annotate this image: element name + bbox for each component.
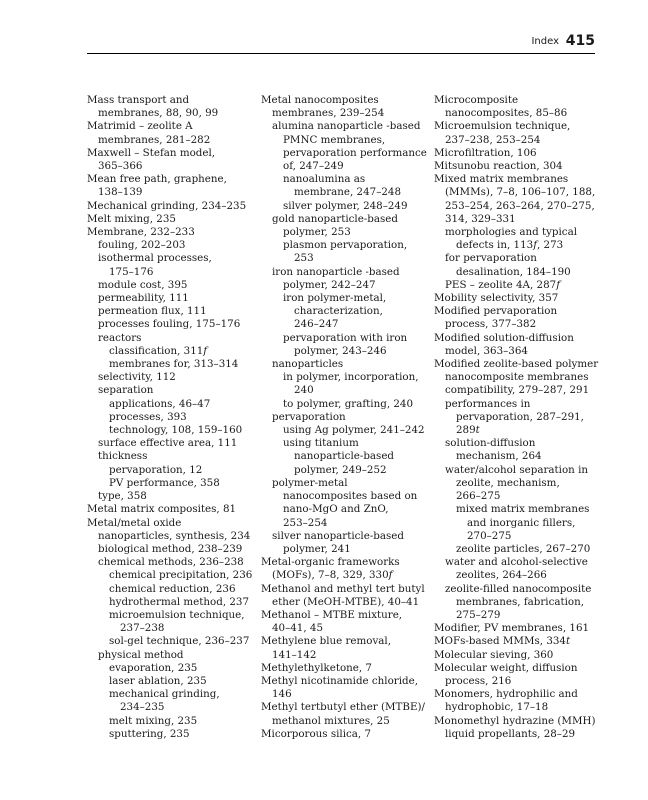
index-subentry: module cost, 395	[98, 278, 188, 291]
index-subentry: nanoalumina as	[283, 173, 366, 186]
index-subentry: nano-MgO and ZnO,	[283, 503, 389, 516]
index-subentry: processes fouling, 175–176	[98, 318, 241, 331]
index-subentry: 237–238, 253–254	[445, 133, 541, 146]
index-subentry: 40–41, 45	[272, 622, 324, 635]
index-subentry: PMNC membranes,	[283, 133, 386, 146]
index-subentry: process, 216	[445, 674, 512, 687]
index-column-3	[434, 94, 606, 741]
index-subentry: hydrothermal method, 237	[109, 595, 250, 608]
index-subentry: type, 358	[98, 490, 147, 503]
index-entry: Maxwell – Stefan model,	[87, 146, 216, 159]
index-subentry: silver nanoparticle-based	[272, 529, 404, 542]
index-subentry: performances in	[445, 397, 531, 410]
index-entry: MOFs-based MMMs, 334t	[434, 635, 571, 648]
index-subentry: selectivity, 112	[98, 371, 176, 384]
index-entry: Micorporous silica, 7	[261, 727, 371, 740]
index-subentry: evaporation, 235	[109, 661, 198, 674]
index-entry: Monomers, hydrophilic and	[434, 688, 578, 701]
index-subentry: melt mixing, 235	[109, 714, 198, 727]
index-entry: Metal matrix composites, 81	[87, 503, 237, 516]
index-entry: Modified solution-diffusion	[434, 331, 574, 344]
index-subentry: of, 247–249	[283, 160, 344, 173]
index-subentry: using titanium	[283, 437, 359, 450]
index-subentry: water and alcohol-selective	[445, 556, 588, 569]
header-label: Index	[531, 36, 559, 47]
index-entry: Microemulsion technique,	[434, 120, 571, 133]
index-subentry: 365–366	[98, 160, 143, 173]
index-subentry: nanoparticle-based	[294, 450, 395, 463]
index-subentry: membranes, 239–254	[272, 107, 385, 120]
index-entry: Mixed matrix membranes	[434, 173, 569, 186]
index-subentry: 289t	[456, 424, 480, 437]
index-entry: Mean free path, graphene,	[87, 173, 227, 186]
running-header	[87, 33, 595, 54]
index-subentry: methanol mixtures, 25	[272, 714, 390, 727]
index-subentry: 141–142	[272, 648, 317, 661]
index-subentry: pervaporation performance	[283, 146, 427, 159]
index-subentry: desalination, 184–190	[456, 265, 571, 278]
index-subentry: in polymer, incorporation,	[283, 371, 419, 384]
index-entry: Microcomposite	[434, 94, 519, 106]
index-entry: Methyl tertbutyl ether (MTBE)/	[261, 701, 425, 714]
index-subentry: nanoparticles	[272, 358, 344, 371]
index-subentry: zeolite, mechanism,	[456, 476, 560, 489]
index-subentry: mechanism, 264	[456, 450, 542, 463]
index-subentry: chemical methods, 236–238	[98, 556, 244, 569]
index-subentry: membrane, 247–248	[294, 186, 402, 199]
index-subentry: membranes, 88, 90, 99	[98, 107, 219, 120]
index-subentry: process, 377–382	[445, 318, 537, 331]
index-subentry: polymer, 243–246	[294, 344, 387, 357]
index-subentry: polymer, 249–252	[294, 463, 387, 476]
index-entry: Metal nanocomposites	[261, 94, 379, 106]
index-entry: Metal-organic frameworks	[261, 556, 400, 569]
index-subentry: physical method	[98, 648, 184, 661]
index-subentry: model, 363–364	[445, 344, 528, 357]
index-subentry: PV performance, 358	[109, 476, 220, 489]
index-subentry: laser ablation, 235	[109, 674, 207, 687]
index-subentry: nanocomposite membranes	[445, 371, 589, 384]
index-subentry: silver polymer, 248–249	[283, 199, 408, 212]
index-subentry: permeation flux, 111	[98, 305, 207, 318]
index-subentry: defects in, 113f, 273	[456, 239, 564, 252]
index-subentry: nanocomposites based on	[283, 490, 418, 503]
index-entry: Metal/metal oxide	[87, 516, 182, 529]
index-entry: Membrane, 232–233	[87, 226, 195, 239]
index-subentry: iron polymer-metal,	[283, 292, 387, 305]
index-subentry: 314, 329–331	[445, 212, 516, 225]
index-entry: Molecular sieving, 360	[434, 648, 554, 661]
index-entry: Mechanical grinding, 234–235	[87, 199, 247, 212]
index-entry: Microfiltration, 106	[434, 146, 537, 159]
index-entry: Methanol and methyl tert butyl	[261, 582, 425, 595]
index-subentry: solution-diffusion	[445, 437, 536, 450]
index-subentry: membranes for, 313–314	[109, 358, 239, 371]
index-subentry: permeability, 111	[98, 292, 189, 305]
index-subentry: fouling, 202–203	[98, 239, 186, 252]
index-subentry: mechanical grinding,	[109, 688, 220, 701]
index-subentry: 275–279	[456, 608, 501, 621]
index-subentry: chemical precipitation, 236	[109, 569, 253, 582]
index-entry: Molecular weight, diffusion	[434, 661, 578, 674]
index-subentry: pervaporation, 12	[109, 463, 203, 476]
index-subentry: hydrophobic, 17–18	[445, 701, 549, 714]
index-subentry: zeolite-filled nanocomposite	[445, 582, 592, 595]
index-subentry: biological method, 238–239	[98, 542, 243, 555]
index-entry: Methylene blue removal,	[261, 635, 391, 648]
index-subentry: separation	[98, 384, 154, 397]
index-subentry: sol-gel technique, 236–237	[109, 635, 250, 648]
index-entry: Methyl nicotinamide chloride,	[261, 674, 418, 687]
index-subentry: water/alcohol separation in	[445, 463, 589, 476]
index-subentry: morphologies and typical	[445, 226, 578, 239]
index-subentry: PES – zeolite 4A, 287f	[445, 278, 561, 291]
index-subentry: sputtering, 235	[109, 727, 190, 740]
index-subentry: liquid propellants, 28–29	[445, 727, 576, 740]
index-subentry: pervaporation with iron	[283, 331, 408, 344]
index-subentry: alumina nanoparticle -based	[272, 120, 421, 133]
index-entry: Modifier, PV membranes, 161	[434, 622, 590, 635]
index-subentry: 253–254	[283, 516, 328, 529]
index-column-1	[87, 94, 259, 741]
index-entry: Monomethyl hydrazine (MMH)	[434, 714, 596, 727]
index-column-2	[261, 94, 433, 741]
index-entry: Mass transport and	[87, 94, 190, 106]
index-subentry: zeolites, 264–266	[456, 569, 547, 582]
index-subentry: nanoparticles, synthesis, 234	[98, 529, 251, 542]
index-subentry: chemical reduction, 236	[109, 582, 236, 595]
index-subentry: 240	[294, 384, 314, 397]
index-subentry: ether (MeOH-MTBE), 40–41	[272, 595, 420, 608]
index-subentry: pervaporation	[272, 410, 346, 423]
index-subentry: membranes, 281–282	[98, 133, 211, 146]
index-subentry: polymer-metal	[272, 476, 348, 489]
index-subentry: to polymer, grafting, 240	[283, 397, 414, 410]
index-subentry: compatibility, 279–287, 291	[445, 384, 590, 397]
index-subentry: 246–247	[294, 318, 339, 331]
index-entry: Methylethylketone, 7	[261, 661, 372, 674]
index-entry: Mobility selectivity, 357	[434, 292, 559, 305]
index-subentry: thickness	[98, 450, 148, 463]
index-subentry: iron nanoparticle -based	[272, 265, 400, 278]
index-entry: Matrimid – zeolite A	[87, 120, 193, 133]
index-subentry: using Ag polymer, 241–242	[283, 424, 425, 437]
index-subentry: for pervaporation	[445, 252, 537, 265]
index-subentry: polymer, 241	[283, 542, 351, 555]
index-subentry: 146	[272, 688, 292, 701]
index-subentry: polymer, 242–247	[283, 278, 376, 291]
index-subentry: and inorganic fillers,	[467, 516, 576, 529]
index-subentry: (MMMs), 7–8, 106–107, 188,	[445, 186, 596, 199]
index-entry: Modified zeolite-based polymer	[434, 358, 599, 371]
index-subentry: polymer, 253	[283, 226, 351, 239]
index-subentry: isothermal processes,	[98, 252, 212, 265]
index-subentry: 138–139	[98, 186, 143, 199]
index-subentry: nanocomposites, 85–86	[445, 107, 568, 120]
index-subentry: surface effective area, 111	[98, 437, 238, 450]
index-subentry: membranes, fabrication,	[456, 595, 585, 608]
index-subentry: gold nanoparticle-based	[272, 212, 398, 225]
index-subentry: microemulsion technique,	[109, 608, 245, 621]
index-subentry: technology, 108, 159–160	[109, 424, 243, 437]
index-subentry: 253–254, 263–264, 270–275,	[445, 199, 595, 212]
index-entry: Melt mixing, 235	[87, 212, 176, 225]
index-subentry: 253	[294, 252, 314, 265]
index-subentry: 175–176	[109, 265, 154, 278]
index-subentry: 270–275	[467, 529, 512, 542]
index-subentry: (MOFs), 7–8, 329, 330f	[272, 569, 393, 582]
index-subentry: 234–235	[120, 701, 165, 714]
index-subentry: zeolite particles, 267–270	[456, 542, 591, 555]
index-subentry: classification, 311f	[109, 344, 208, 357]
index-subentry: applications, 46–47	[109, 397, 211, 410]
index-subentry: characterization,	[294, 305, 383, 318]
index-subentry: reactors	[98, 331, 142, 344]
index-subentry: pervaporation, 287–291,	[456, 410, 584, 423]
page-number: 415	[565, 33, 595, 49]
index-subentry: 237–238	[120, 622, 165, 635]
index-entry: Modified pervaporation	[434, 305, 558, 318]
index-subentry: processes, 393	[109, 410, 187, 423]
index-entry: Methanol – MTBE mixture,	[261, 608, 403, 621]
index-subentry: mixed matrix membranes	[456, 503, 590, 516]
index-subentry: plasmon pervaporation,	[283, 239, 408, 252]
index-entry: Mitsunobu reaction, 304	[434, 160, 563, 173]
index-subentry: 266–275	[456, 490, 501, 503]
